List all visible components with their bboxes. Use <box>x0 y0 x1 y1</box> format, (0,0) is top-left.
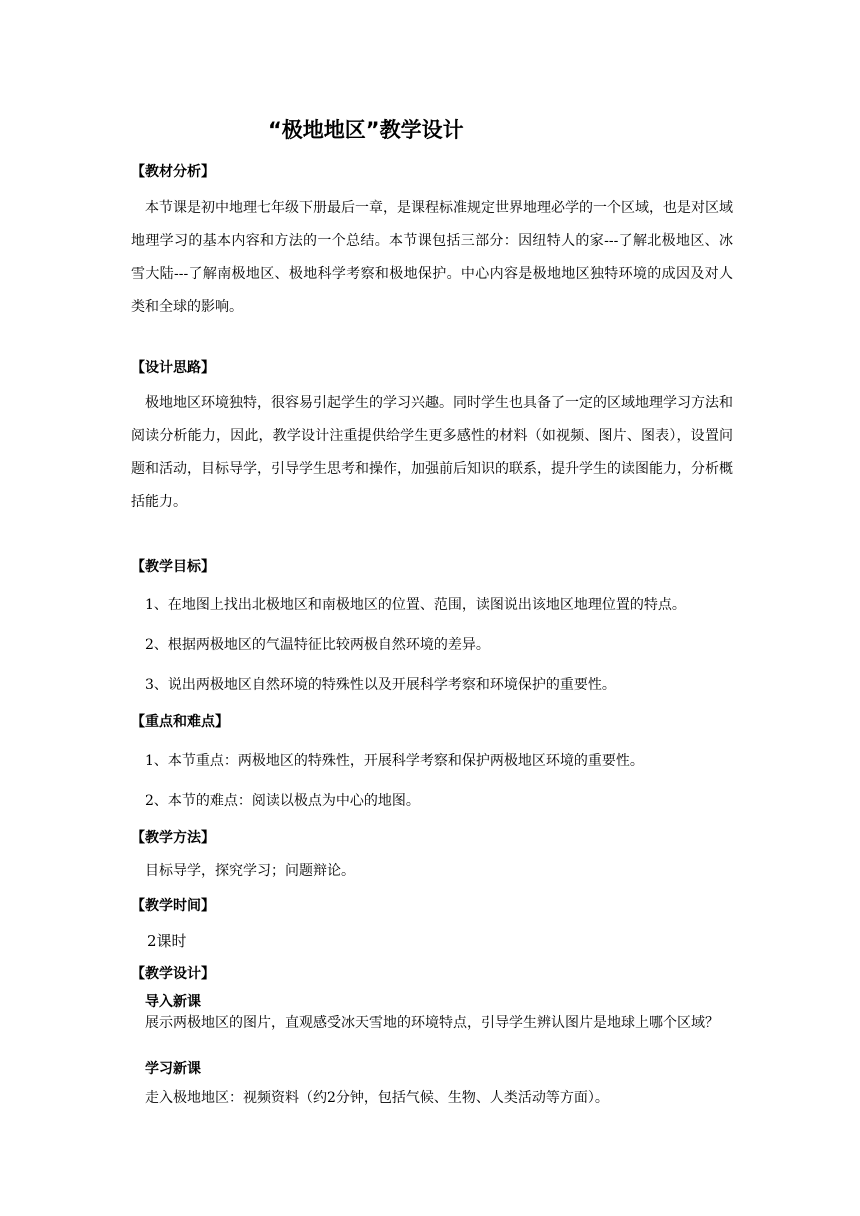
subheading-intro: 导入新课 <box>145 994 201 1010</box>
heading-teaching-objectives: 【教学目标】 <box>131 559 215 575</box>
key-point-item-2: 2、本节的难点：阅读以极点为中心的地图。 <box>145 793 420 809</box>
objective-item-1: 1、在地图上找出北极地区和南极地区的位置、范围，读图说出该地区地理位置的特点。 <box>145 597 686 613</box>
heading-teaching-time: 【教学时间】 <box>131 898 215 914</box>
key-point-item-1: 1、本节重点：两极地区的特殊性，开展科学考察和保护两极地区环境的重要性。 <box>145 753 644 769</box>
intro-text: 展示两极地区的图片，直观感受冰天雪地的环境特点，引导学生辨认图片是地球上哪个区域？ <box>145 1015 719 1031</box>
document-title: “极地地区”教学设计 <box>268 118 464 142</box>
objective-item-2: 2、根据两极地区的气温特征比较两极自然环境的差异。 <box>145 637 490 653</box>
heading-design-idea: 【设计思路】 <box>131 360 215 376</box>
new-lesson-text: 走入极地地区：视频资料（约2分钟，包括气候、生物、人类活动等方面）。 <box>145 1090 609 1106</box>
teaching-time-text: 2课时 <box>147 932 187 950</box>
paragraph-textbook-analysis: 本节课是初中地理七年级下册最后一章，是课程标准规定世界地理必学的一个区域，也是对区域地理学习的基本内容和方法的一个总结。本节课包括三部分：因纽特人的家---了解北极地区、冰雪大陆---了解南极地区、极地科学考察和极地保护。中心内容是极地地区独特环境的成因及对人类和全球的影响。 <box>131 200 733 315</box>
heading-teaching-methods: 【教学方法】 <box>131 830 215 846</box>
subheading-new-lesson: 学习新课 <box>145 1061 201 1077</box>
objective-item-3: 3、说出两极地区自然环境的特殊性以及开展科学考察和环境保护的重要性。 <box>145 677 616 693</box>
heading-teaching-design: 【教学设计】 <box>131 966 215 982</box>
heading-key-difficult-points: 【重点和难点】 <box>131 714 229 730</box>
teaching-methods-text: 目标导学，探究学习；问题辩论。 <box>145 863 355 879</box>
heading-textbook-analysis: 【教材分析】 <box>131 164 215 180</box>
paragraph-design-idea: 极地地区环境独特，很容易引起学生的学习兴趣。同时学生也具备了一定的区域地理学习方法和阅读分析能力，因此，教学设计注重提供给学生更多感性的材料（如视频、图片、图表），设置问题和活动，目标导学，引导学生思考和操作，加强前后知识的联系，提升学生的读图能力，分析概括能力。 <box>131 395 733 510</box>
